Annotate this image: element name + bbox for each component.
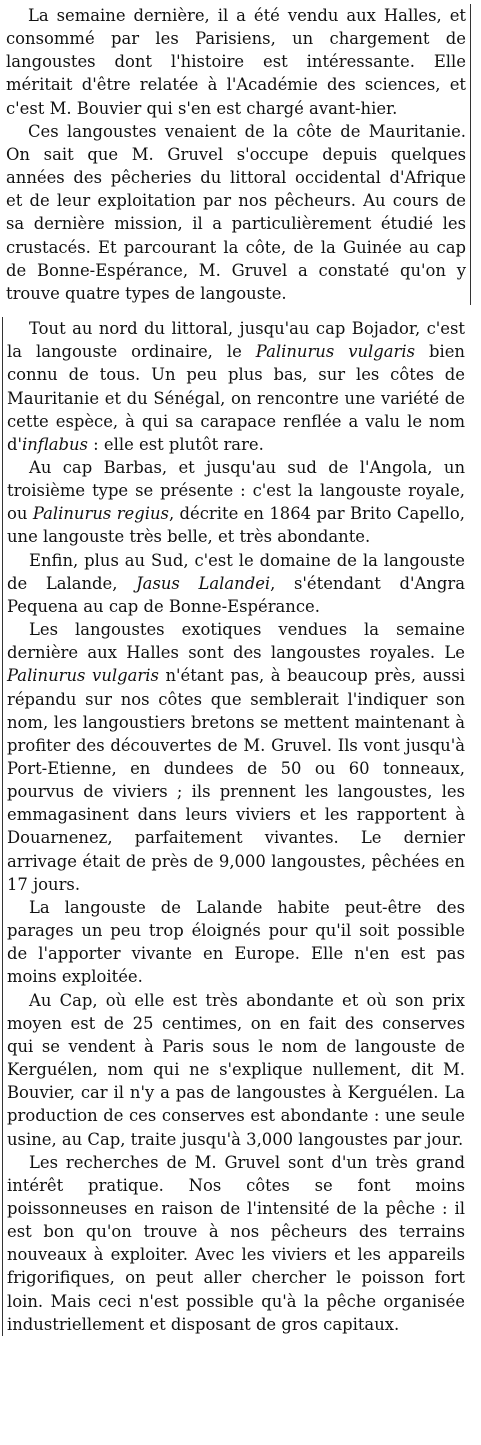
paragraph-8: Au Cap, où elle est très abondante et où son prix moyen est de 25 centimes, on en fait des conserves qui se vendent à Paris sous le nom de langouste de Kerguélen, nom qui ne s'explique nullement, dit M. Bouvier, car il n'y a pas de langoustes à Kerguélen. La production de ces conserves est abondante : une seule usine, au Cap, traite jusqu'à 3,000 langoustes par jour.: [7, 990, 465, 1149]
paragraph-6-text-c: n'étant pas, à beaucoup près, aussi répandu sur nos côtes que semblerait l'indiquer son nom, les langoustiers bretons se mettent maintenant à profiter des découvertes de M. Gruvel. Ils vont jusqu'à Port-Etienne, en dundees de 50 ou 60 tonneaux, pourvus de viviers ; ils prennent les langoustes, les emmagasinent dans leurs viviers et les rapportent à Douarnenez, parfaitement vivantes. Le dernier arrivage était de près de 9,000 langoustes, pêchées en 17 jours.: [7, 666, 465, 894]
paragraph-3-text-a: Tout au nord du littoral, jusqu'au cap Bojador, c'est la langouste ordinaire, le: [7, 319, 465, 362]
paragraph-5-text-c: , s'étendant d'Angra Pequena au cap de Bonne-Espérance.: [7, 573, 465, 616]
paragraph-5-text-a: Enfin, plus au Sud, c'est le domaine de la langouste de Lalande,: [7, 550, 465, 593]
paragraph-3-text-e: : elle est plutôt rare.: [87, 434, 264, 454]
species-name-palinurus-regius: Palinurus regius: [32, 504, 169, 524]
paragraph-9: Les recherches de M. Gruvel sont d'un très grand intérêt pratique. Nos côtes se font moins poissonneuses en raison de l'intensité de la pêche : il est bon qu'on trouve à nos pêcheurs des terrains nouveaux à exploiter. Avec les viviers et les appareils frigorifiques, on peut aller chercher le poisson fort loin. Mais ceci n'est possible qu'à la pêche organisée industriellement et disposant de gros capitaux.: [7, 1152, 465, 1334]
paragraph-4: [7, 456, 465, 549]
species-name-palinurus-vulgaris-2: Palinurus vulgaris: [7, 666, 159, 686]
paragraph-3-text-c: bien connu de tous. Un peu plus bas, sur les côtes de Mauritanie et du Sénégal, on rencontre une variété de cette espèce, à qui sa carapace renflée a valu le nom d': [7, 342, 465, 454]
article-block-lower: [2, 317, 465, 1336]
column-gap: [6, 305, 465, 317]
species-name-inflabus: inflabus: [22, 434, 88, 454]
article-block-upper: [6, 4, 471, 305]
paragraph-3: [7, 317, 465, 456]
paragraph-6-text-a: Les langoustes exotiques vendues la semaine dernière aux Halles sont des langoustes royales. Le: [7, 620, 465, 663]
paragraph-4-text-c: , décrite en 1864 par Brito Capello, une langouste très belle, et très abondante.: [7, 504, 465, 547]
paragraph-6: [7, 618, 465, 896]
paragraph-5: [7, 549, 465, 618]
paragraph-1: La semaine dernière, il a été vendu aux Halles, et consommé par les Parisiens, un chargement de langoustes dont l'histoire est intéressante. Elle méritait d'être relatée à l'Académie des sciences, et c'est M. Bouvier qui s'en est chargé avant-hier.: [6, 6, 466, 118]
paragraph-7: La langouste de Lalande habite peut-être des parages un peu trop éloignés pour qu'il soit possible de l'apporter vivante en Europe. Elle n'en est pas moins exploitée.: [7, 897, 465, 987]
paragraph-4-text-a: Au cap Barbas, et jusqu'au sud de l'Angola, un troisième type se présente : c'est la langouste royale, ou: [7, 457, 465, 524]
species-name-palinurus-vulgaris: Palinurus vulgaris: [255, 342, 416, 362]
species-name-jasus-lalandei: Jasus Lalandei: [136, 573, 271, 593]
paragraph-2: Ces langoustes venaient de la côte de Mauritanie. On sait que M. Gruvel s'occupe depuis quelques années des pêcheries du littoral occidental d'Afrique et de leur exploitation par nos pêcheurs. Au cours de sa dernière mission, il a particulièrement étudié les crustacés. Et parcourant la côte, de la Guinée au cap de Bonne-Espérance, M. Gruvel a constaté qu'on y trouve quatre types de langouste.: [6, 121, 466, 303]
